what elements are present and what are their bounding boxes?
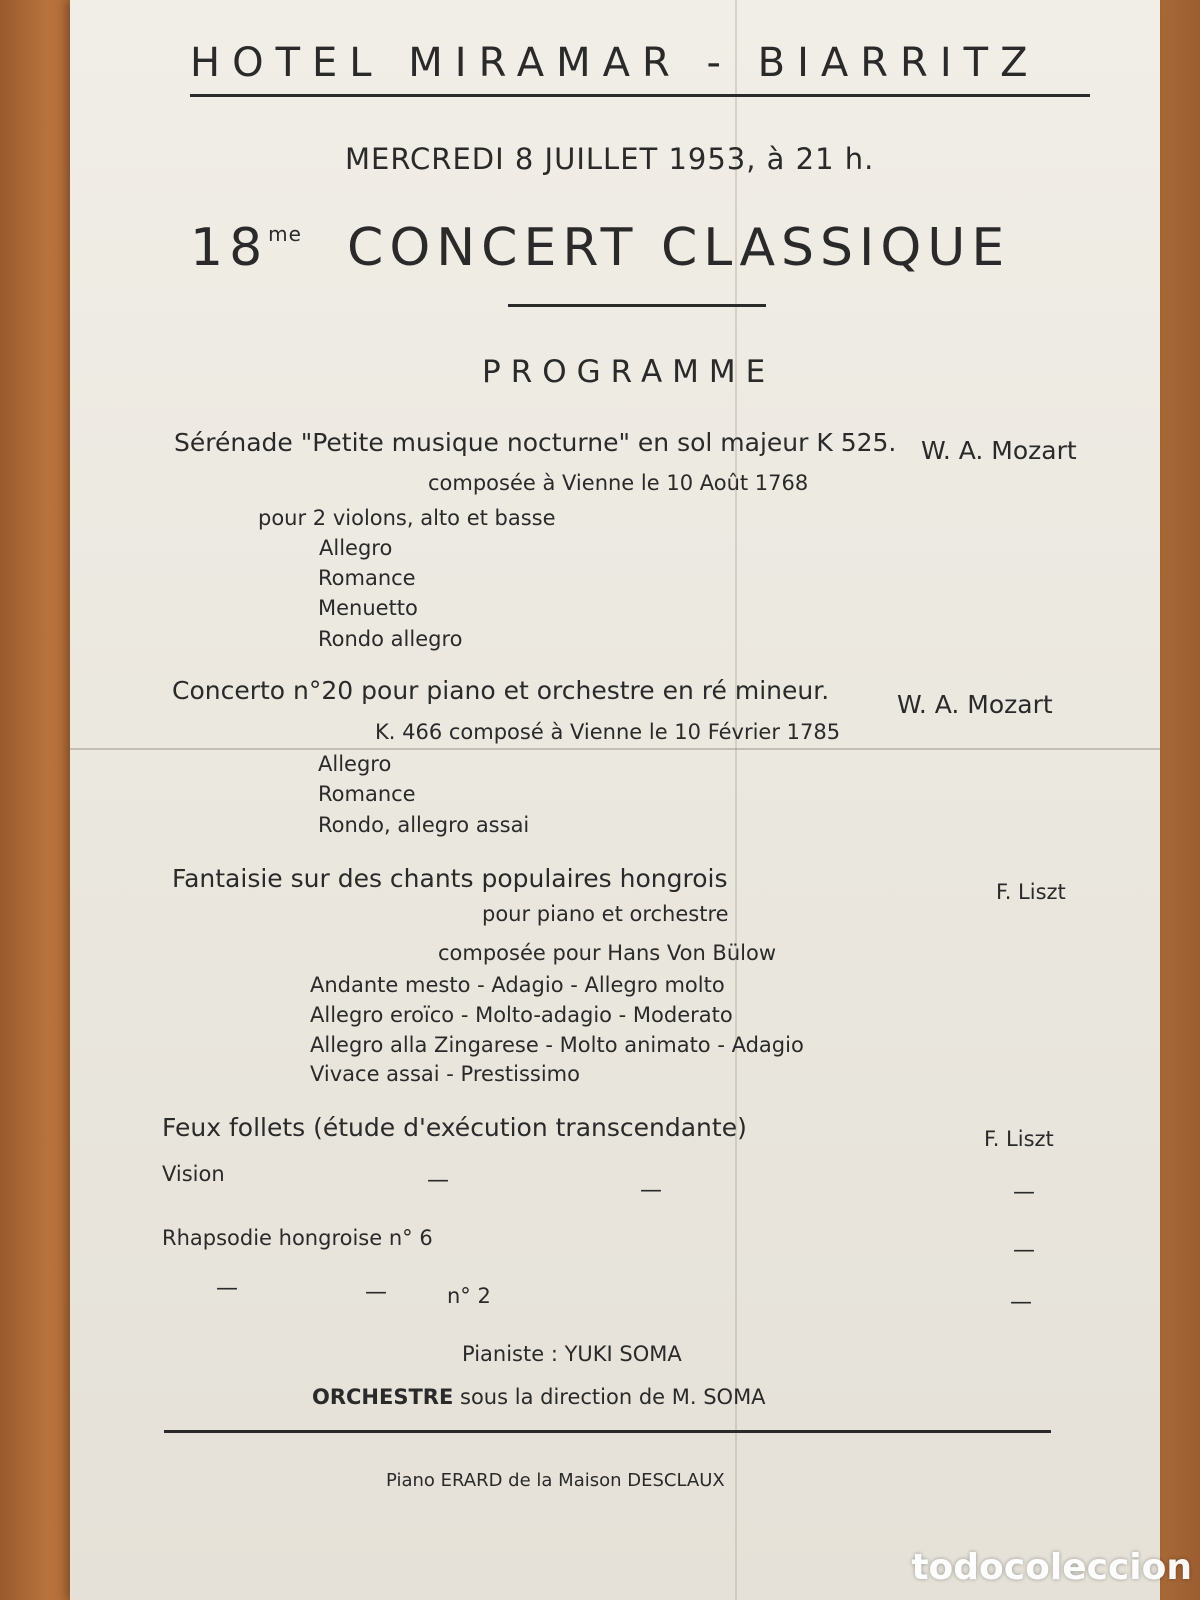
piece2-movement: Rondo, allegro assai xyxy=(318,813,530,837)
piece1-movement: Menuetto xyxy=(318,596,418,620)
piece3-title: Fantaisie sur des chants populaires hongrois xyxy=(172,864,728,893)
piece1-instrumentation: pour 2 violons, alto et basse xyxy=(258,506,556,530)
piece4-rhapsodie-no2: n° 2 xyxy=(447,1284,491,1308)
piece4-title: Feux follets (étude d'exécution transcendante) xyxy=(162,1113,747,1142)
orchestra-direction: sous la direction de M. SOMA xyxy=(460,1385,766,1409)
piece1-movement: Romance xyxy=(318,566,416,590)
ditto-dash: — xyxy=(640,1178,662,1203)
title-rule xyxy=(508,304,766,307)
pianist-credit: Pianiste : YUKI SOMA xyxy=(462,1342,682,1366)
piece2-note: K. 466 composé à Vienne le 10 Février 1785 xyxy=(375,720,841,744)
orchestra-credit xyxy=(312,1385,766,1409)
fold-crease-horizontal xyxy=(70,748,1160,750)
piece3-note: composée pour Hans Von Bülow xyxy=(438,941,777,965)
title-text: CONCERT CLASSIQUE xyxy=(347,218,1011,278)
piece2-title: Concerto n°20 pour piano et orchestre en ré mineur. xyxy=(172,676,830,705)
piece3-movement: Allegro alla Zingarese - Molto animato - Adagio xyxy=(310,1033,804,1057)
ditto-dash: — xyxy=(1010,1290,1032,1315)
piece3-note: pour piano et orchestre xyxy=(482,902,729,926)
programme-heading: PROGRAMME xyxy=(482,354,776,390)
piece2-composer: W. A. Mozart xyxy=(897,690,1053,719)
piece2-movement: Romance xyxy=(318,782,416,806)
piece4-composer: F. Liszt xyxy=(984,1127,1054,1151)
concert-date: MERCREDI 8 JUILLET 1953, à 21 h. xyxy=(345,142,875,176)
piece1-composer: W. A. Mozart xyxy=(921,436,1077,465)
ditto-dash: — xyxy=(1013,1238,1035,1263)
piece4-rhapsodie: Rhapsodie hongroise n° 6 xyxy=(162,1226,433,1250)
ditto-dash: — xyxy=(365,1280,387,1305)
title-superscript: me xyxy=(268,222,302,246)
title-number: 18 xyxy=(190,218,269,278)
piece1-note: composée à Vienne le 10 Août 1768 xyxy=(428,471,809,495)
ditto-dash: — xyxy=(1013,1180,1035,1205)
piece3-movement: Allegro eroïco - Molto-adagio - Moderato xyxy=(310,1003,733,1027)
header-rule xyxy=(190,94,1090,97)
piece4-vision: Vision xyxy=(162,1162,225,1186)
watermark-logo: todocoleccion xyxy=(911,1547,1192,1588)
piece3-movement: Andante mesto - Adagio - Allegro molto xyxy=(310,973,725,997)
piece3-movement: Vivace assai - Prestissimo xyxy=(310,1062,580,1086)
piece1-movement: Rondo allegro xyxy=(318,627,463,651)
concert-title xyxy=(190,218,1010,278)
piece1-movement: Allegro xyxy=(319,536,393,560)
piece2-movement: Allegro xyxy=(318,752,392,776)
ditto-dash: — xyxy=(427,1168,449,1193)
piece3-composer: F. Liszt xyxy=(996,880,1066,904)
ditto-dash: — xyxy=(216,1276,238,1301)
footer-rule xyxy=(164,1430,1051,1433)
piece1-title: Sérénade "Petite musique nocturne" en sol majeur K 525. xyxy=(174,428,897,457)
hotel-name: HOTEL MIRAMAR - BIARRITZ xyxy=(190,40,1040,86)
orchestra-label: ORCHESTRE xyxy=(312,1385,454,1409)
piano-credit: Piano ERARD de la Maison DESCLAUX xyxy=(386,1470,725,1491)
